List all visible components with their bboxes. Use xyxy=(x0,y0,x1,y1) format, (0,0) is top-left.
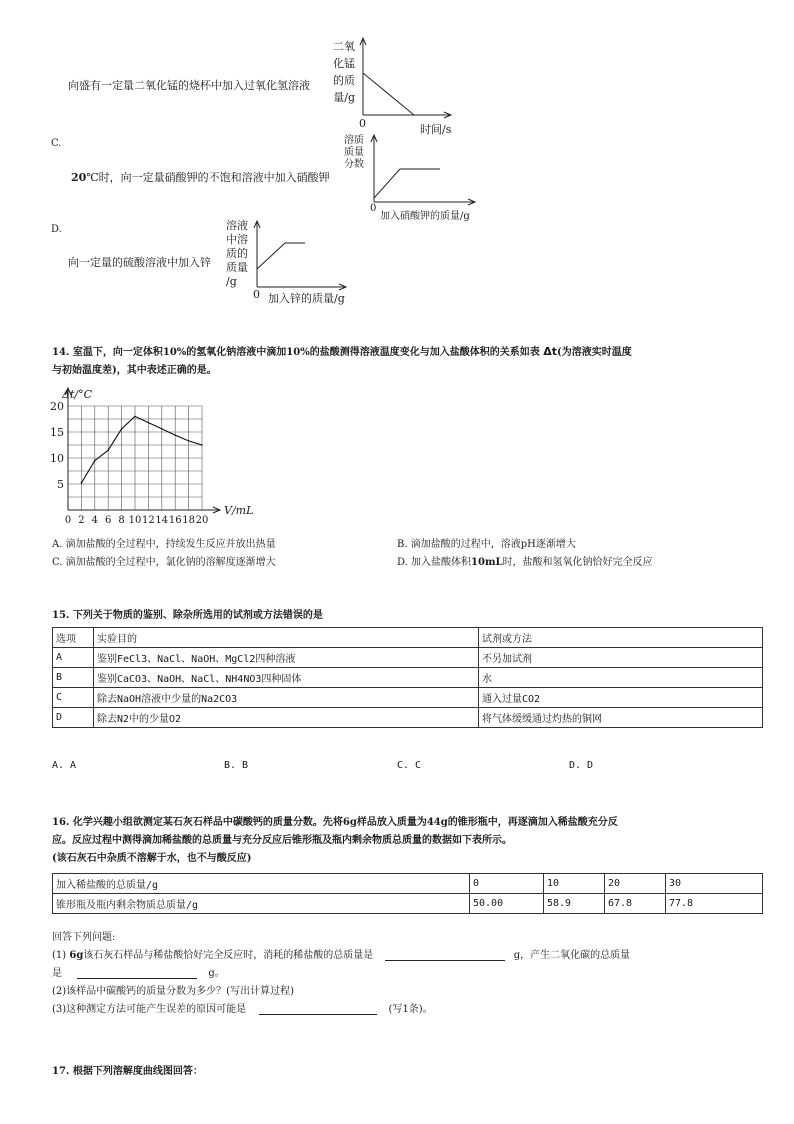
x-axis-label: V/mL xyxy=(224,504,254,517)
q16-stem-line3: (该石灰石中杂质不溶解于水，也不与酸反应) xyxy=(52,853,252,864)
y-label-line: 的质 xyxy=(333,74,355,87)
item-d-description: 向一定量的硫酸溶液中加入锌 xyxy=(68,256,211,269)
q14-option-a[interactable]: A. 滴加盐酸的全过程中，持续发生反应并放出热量 xyxy=(52,539,276,550)
answer-blank-1[interactable] xyxy=(385,948,505,961)
table-cell: 50.00 xyxy=(470,894,544,914)
table-cell: 20 xyxy=(605,874,666,894)
table-row xyxy=(53,708,763,728)
q16-answer-intro: 回答下列问题: xyxy=(52,932,116,943)
item-c-letter: C. xyxy=(51,138,62,149)
q16-stem-line2: 应。反应过程中测得滴加稀盐酸的总质量与充分反应后锥形瓶及瓶内剩余物质总质量的数据如下表所示。 xyxy=(52,835,512,846)
row-label: 锥形瓶及瓶内剩余物质总质量/g xyxy=(53,894,470,914)
header-cell: 选项 xyxy=(53,628,94,648)
data-point xyxy=(188,440,190,442)
q14-option-d[interactable] xyxy=(397,553,653,568)
table-cell: B xyxy=(53,668,94,688)
q16-stem-line1: 16. 化学兴趣小组欲测定某石灰石样品中碳酸钙的质量分数。先将6g样品放入质量为44g的锥形瓶中，再逐滴加入稀盐酸充分反 xyxy=(52,817,618,828)
q16-data-table xyxy=(52,873,763,914)
q16-sub1 xyxy=(52,946,630,961)
table-cell: 鉴别CaCO3、NaOH、NaCl、NH4NO3四种固体 xyxy=(94,668,479,688)
q16-sub3 xyxy=(52,1000,433,1015)
q15-table xyxy=(52,627,763,728)
item-b-description: 向盛有一定量二氧化锰的烧杯中加入过氧化氢溶液 xyxy=(68,79,310,92)
x-tick-label: 6 xyxy=(105,515,112,526)
q16-sub2: (2)该样品中碳酸钙的质量分数为多少？(写出计算过程) xyxy=(52,986,294,997)
x-tick-label: 0 xyxy=(64,515,72,526)
data-point xyxy=(201,444,203,446)
q17-stem: 17. 根据下列溶解度曲线图回答： xyxy=(52,1066,203,1077)
q15-answer-b[interactable]: B. B xyxy=(224,760,249,771)
sample-mass: 6g xyxy=(69,950,84,961)
table-row xyxy=(53,668,763,688)
item-b-x-label: 时间/s xyxy=(420,123,452,136)
table-row xyxy=(53,648,763,668)
y-label-line: 中溶 xyxy=(226,233,248,246)
table-cell: 10 xyxy=(544,874,605,894)
table-cell: A xyxy=(53,648,94,668)
y-axis-label: Δt/°C xyxy=(62,388,92,401)
y-tick-label: 5 xyxy=(57,478,64,491)
y-label-line: 溶液 xyxy=(226,219,248,232)
sub-number: (1) xyxy=(52,950,67,961)
table-cell: 不另加试剂 xyxy=(479,648,763,668)
table-cell: 将气体缓缓通过灼热的铜网 xyxy=(479,708,763,728)
q14-option-b[interactable]: B. 滴加盐酸的过程中，溶液pH逐渐增大 xyxy=(397,539,576,550)
header-cell: 实验目的 xyxy=(94,628,479,648)
description-text: ℃时，向一定量硝酸钾的不饱和溶液中加入硝酸钾 xyxy=(86,171,330,184)
table-row xyxy=(53,688,763,708)
q14-stem-line2: 与初始温度差)，其中表述正确的是。 xyxy=(52,365,217,376)
table-cell: D xyxy=(53,708,94,728)
item-d-letter: D. xyxy=(51,224,62,235)
sub-text: g，产生二氧化碳的总质量 xyxy=(513,950,631,961)
table-cell: 58.9 xyxy=(544,894,605,914)
q15-answer-a[interactable]: A. A xyxy=(52,760,77,771)
y-label-line: 二氧 xyxy=(333,40,355,53)
y-label-line: 溶质 xyxy=(344,135,364,146)
y-label-line: 质的 xyxy=(226,247,248,260)
temperature-value: 20 xyxy=(71,171,87,184)
answer-blank-2[interactable] xyxy=(77,966,197,979)
sub-text: (3)这种测定方法可能产生误差的原因可能是 xyxy=(52,1004,247,1015)
x-tick-label: 20 xyxy=(195,515,209,526)
stem-text-end: (为溶液实时温度 xyxy=(556,347,632,358)
sub-text: 该石灰石样品与稀盐酸恰好完全反应时，消耗的稀盐酸的总质量是 xyxy=(83,950,374,961)
x-tick-label: 12 xyxy=(142,515,155,526)
answer-blank-3[interactable] xyxy=(259,1002,377,1015)
x-tick-label: 10 xyxy=(128,515,142,526)
delta-t-symbol: Δt xyxy=(543,345,557,358)
table-cell: 67.8 xyxy=(605,894,666,914)
x-tick-label: 16 xyxy=(168,515,182,526)
option-text: D. 加入盐酸体积 xyxy=(397,557,472,568)
table-cell: 除去N2中的少量O2 xyxy=(94,708,479,728)
table-cell: 水 xyxy=(479,668,763,688)
table-row xyxy=(53,894,763,914)
q15-answer-d[interactable]: D. D xyxy=(569,760,594,771)
item-b-origin: 0 xyxy=(359,117,366,130)
x-tick-label: 4 xyxy=(91,515,98,526)
option-text-end: 时，盐酸和氢氧化钠恰好完全反应 xyxy=(502,557,653,568)
y-label-line: 分数 xyxy=(344,159,364,170)
option-bold-value: 10mL xyxy=(471,557,503,568)
x-tick-label: 18 xyxy=(182,515,195,526)
series-line xyxy=(81,416,202,483)
q15-stem: 15. 下列关于物质的鉴别、除杂所选用的试剂或方法错误的是 xyxy=(52,610,323,621)
y-label-line: /g xyxy=(226,275,237,288)
y-label-line: 质量 xyxy=(226,261,248,274)
sub-text: (写1条)。 xyxy=(388,1004,433,1015)
table-header-row xyxy=(53,628,763,648)
table-cell: 0 xyxy=(470,874,544,894)
data-point xyxy=(148,422,150,424)
header-cell: 试剂或方法 xyxy=(479,628,763,648)
item-d-x-label: 加入锌的质量/g xyxy=(268,292,345,305)
q15-answer-c[interactable]: C. C xyxy=(397,760,422,771)
table-cell: C xyxy=(53,688,94,708)
table-cell: 30 xyxy=(666,874,763,894)
data-point xyxy=(174,434,176,436)
y-label-line: 质量 xyxy=(344,147,364,158)
q16-sub1-cont xyxy=(52,964,225,979)
y-tick-label: 15 xyxy=(50,426,64,439)
table-cell: 通入过量CO2 xyxy=(479,688,763,708)
sub-text: g。 xyxy=(208,968,225,979)
y-label-line: 化锰 xyxy=(333,57,355,70)
table-row xyxy=(53,874,763,894)
table-cell: 除去NaOH溶液中少量的Na2CO3 xyxy=(94,688,479,708)
x-tick-label: 2 xyxy=(78,515,85,526)
sub-text: 是 xyxy=(52,968,62,979)
table-cell: 鉴别FeCl3、NaCl、NaOH、MgCl2四种溶液 xyxy=(94,648,479,668)
data-point xyxy=(94,460,96,462)
data-point xyxy=(81,482,83,484)
x-tick-label: 14 xyxy=(155,515,169,526)
item-c-x-label: 加入硝酸钾的质量/g xyxy=(380,211,470,222)
data-point xyxy=(134,416,136,418)
x-tick-label: 8 xyxy=(118,515,125,526)
y-tick-label: 20 xyxy=(50,400,64,413)
item-d-origin: 0 xyxy=(253,288,260,301)
data-point xyxy=(107,449,109,451)
table-cell: 77.8 xyxy=(666,894,763,914)
row-label: 加入稀盐酸的总质量/g xyxy=(53,874,470,894)
data-point xyxy=(121,428,123,430)
y-label-line: 量/g xyxy=(333,91,355,104)
q14-option-c[interactable]: C. 滴加盐酸的全过程中，氯化钠的溶解度逐渐增大 xyxy=(52,557,276,568)
stem-text: 14. 室温下，向一定体积10%的氢氧化钠溶液中滴加10%的盐酸测得溶液温度变化与加入盐酸体积的关系如表 xyxy=(52,347,540,358)
data-point xyxy=(161,428,163,430)
y-tick-label: 10 xyxy=(50,452,64,465)
item-c-origin: 0 xyxy=(370,203,377,214)
